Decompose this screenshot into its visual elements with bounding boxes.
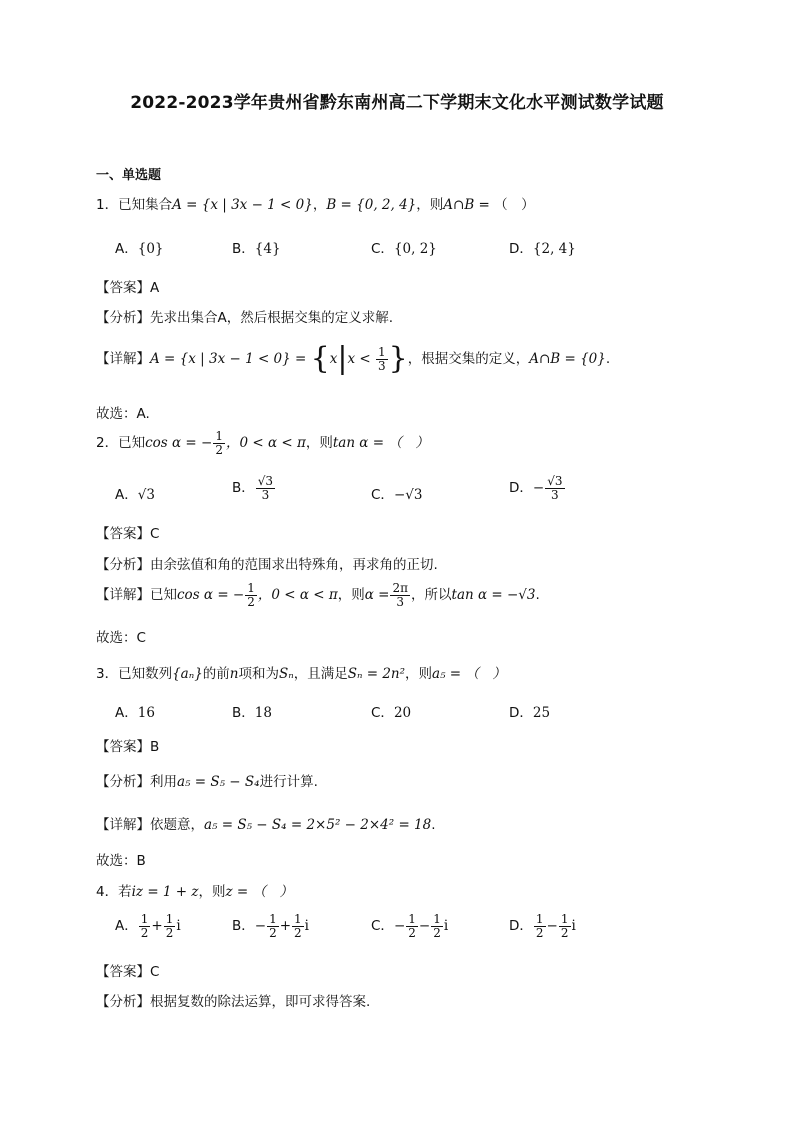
- option-c: C．20: [371, 705, 412, 721]
- question-number: 4．: [96, 884, 119, 900]
- option-b: B． $\frac{√3}{3}$: [232, 474, 274, 502]
- option-d: D．− $\frac{√3}{3}$: [509, 474, 563, 502]
- option-d: D．{2, 4}: [509, 241, 576, 257]
- question-2: 2．已知cos α = − $\frac{1}{2}$ ，0 < α < π，则tan α = （ ）: [96, 429, 429, 457]
- option-a: A． $\frac{1}{2}$ + $\frac{1}{2}$ i: [115, 912, 181, 940]
- question-number: 2．: [96, 435, 119, 452]
- analysis-line: 【分析】根据复数的除法运算，即可求得答案.: [96, 994, 371, 1010]
- option-b: B．{4}: [232, 241, 281, 257]
- answer-line: 【答案】B: [96, 739, 160, 755]
- answer-line: 【答案】A: [96, 280, 160, 296]
- option-c: C．{0, 2}: [371, 241, 437, 257]
- analysis-line: 【分析】先求出集合A，然后根据交集的定义求解.: [96, 310, 394, 326]
- option-c: C．− $\frac{1}{2}$ − $\frac{1}{2}$ i: [371, 912, 449, 940]
- detail-line: 【详解】A = {x | 3x − 1 < 0} = {x|x < $\frac{1}{3}$ }，根据交集的定义，A∩B = {0}.: [96, 341, 611, 376]
- question-1: 1．已知集合A = {x | 3x − 1 < 0}，B = {0, 2, 4}，则A∩B = （ ）: [96, 197, 535, 213]
- detail-line: 【详解】依题意，a₅ = S₅ − S₄ = 2×5² − 2×4² = 18.: [96, 817, 436, 833]
- answer-line: 【答案】C: [96, 526, 160, 542]
- option-d: D．25: [509, 705, 551, 721]
- option-d: D． $\frac{1}{2}$ − $\frac{1}{2}$ i: [509, 912, 576, 940]
- conclusion-line: 故选：A.: [96, 406, 150, 422]
- conclusion-line: 故选：B: [96, 853, 146, 869]
- question-number: 1．: [96, 197, 119, 213]
- analysis-line: 【分析】利用a₅ = S₅ − S₄进行计算.: [96, 774, 318, 790]
- option-b: B．− $\frac{1}{2}$ + $\frac{1}{2}$ i: [232, 912, 309, 940]
- option-c: C．−√3: [371, 487, 423, 503]
- answer-line: 【答案】C: [96, 964, 160, 980]
- analysis-line: 【分析】由余弦值和角的范围求出特殊角，再求角的正切.: [96, 557, 438, 573]
- question-4: 4．若iz = 1 + z，则z = （ ）: [96, 884, 294, 900]
- option-a: A．√3: [115, 487, 155, 503]
- option-a: A．16: [115, 705, 155, 721]
- option-a: A．{0}: [115, 241, 164, 257]
- option-b: B．18: [232, 705, 272, 721]
- section-heading: 一、单选题: [96, 168, 162, 183]
- question-3: 3．已知数列{aₙ}的前n项和为Sₙ，且满足Sₙ = 2n²，则a₅ = （ ）: [96, 666, 506, 682]
- detail-line: 【详解】已知cos α = − $\frac{1}{2}$ ，0 < α < π，则α = $\frac{2\pi}{3}$ ，所以tan α = −√3.: [96, 581, 540, 609]
- conclusion-line: 故选：C: [96, 630, 146, 646]
- question-number: 3．: [96, 666, 119, 682]
- page-title: 2022-2023学年贵州省黔东南州高二下学期末文化水平测试数学试题: [130, 93, 664, 113]
